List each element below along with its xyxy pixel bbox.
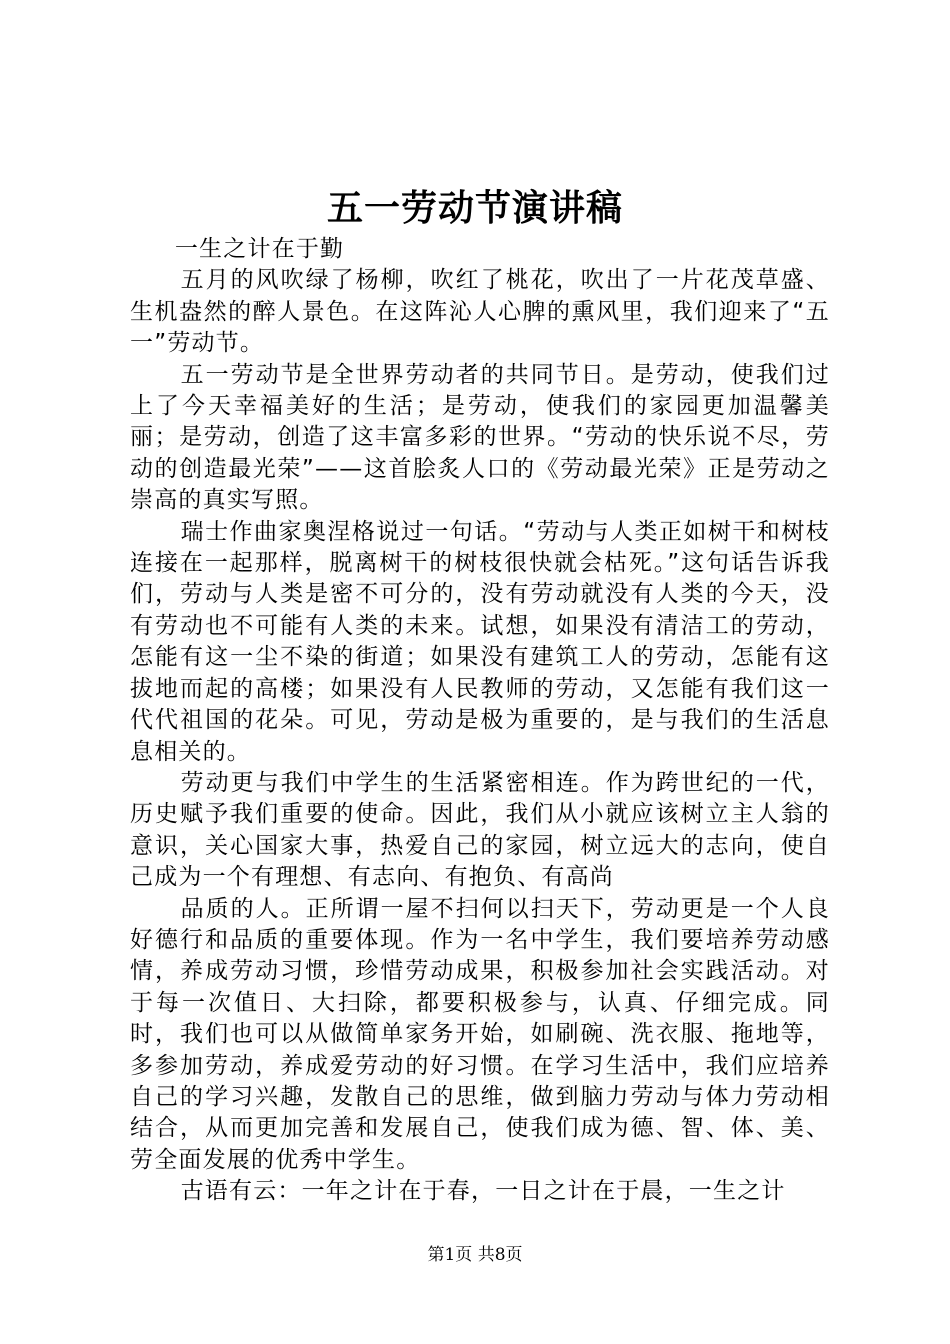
- speech-subtitle: 一生之计在于勤: [174, 236, 345, 262]
- document-body: [130, 234, 830, 1208]
- paragraph: 瑞士作曲家奥涅格说过一句话。“劳动与人类正如树干和树枝连接在一起那样，脱离树干的树枝很快就会枯死。”这句话告诉我们，劳动与人类是密不可分的，没有劳动就没有人类的今天，没有劳动也不可能有人类的未来。试想，如果没有清洁工的劳动，怎能有这一尘不染的街道；如果没有建筑工人的劳动，怎能有这拔地而起的高楼；如果没有人民教师的劳动，又怎能有我们这一代代祖国的花朵。可见，劳动是极为重要的，是与我们的生活息息相关的。: [130, 518, 830, 765]
- paragraph: 五月的风吹绿了杨柳，吹红了桃花，吹出了一片花茂草盛、生机盎然的醉人景色。在这阵沁人心脾的熏风里，我们迎来了“五一”劳动节。: [130, 267, 830, 357]
- paragraph: 古语有云：一年之计在于春，一日之计在于晨，一生之计: [180, 1178, 786, 1205]
- paragraph: 劳动更与我们中学生的生活紧密相连。作为跨世纪的一代，历史赋予我们重要的使命。因此，我们从小就应该树立主人翁的意识，关心国家大事，热爱自己的家园，树立远大的志向，使自己成为一个有理想、有志向、有抱负、有高尚: [130, 769, 830, 891]
- document-title: 五一劳动节演讲稿: [326, 187, 623, 229]
- page-footer: 第1页 共8页: [427, 1245, 523, 1265]
- paragraph: 五一劳动节是全世界劳动者的共同节日。是劳动，使我们过上了今天幸福美好的生活；是劳动，使我们的家园更加温馨美丽；是劳动，创造了这丰富多彩的世界。“劳动的快乐说不尽，劳动的创造最光荣”——这首脍炙人口的《劳动最光荣》正是劳动之崇高的真实写照。: [130, 361, 830, 514]
- paragraph: 品质的人。正所谓一屋不扫何以扫天下，劳动更是一个人良好德行和品质的重要体现。作为一名中学生，我们要培养劳动感情，养成劳动习惯，珍惜劳动成果，积极参加社会实践活动。对于每一次值日、大扫除，都要积极参与，认真、仔细完成。同时，我们也可以从做简单家务开始，如刷碗、洗衣服、拖地等，多参加劳动，养成爱劳动的好习惯。在学习生活中，我们应培养自己的学习兴趣，发散自己的思维，做到脑力劳动与体力劳动相结合，从而更加完善和发展自己，使我们成为德、智、体、美、劳全面发展的优秀中学生。: [130, 895, 830, 1173]
